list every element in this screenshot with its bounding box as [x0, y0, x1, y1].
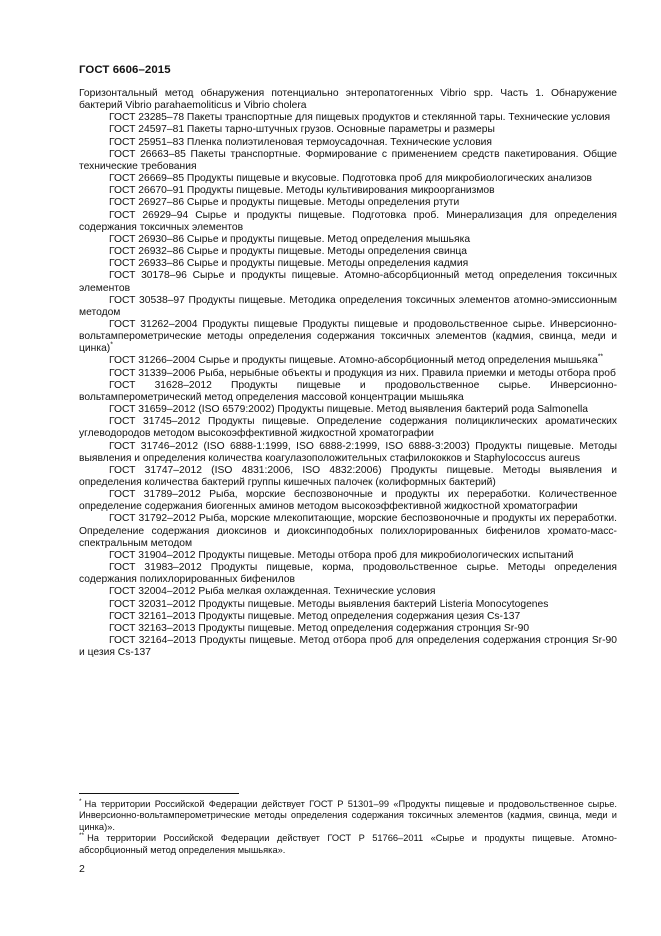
reference-text: ГОСТ 25951–83 Пленка полиэтиленовая термоусадочная. Технические условия: [109, 136, 493, 148]
reference-item: [79, 246, 617, 258]
reference-item: [79, 416, 617, 440]
reference-item: [79, 234, 617, 246]
reference-item: [79, 599, 617, 611]
reference-text: ГОСТ 31339–2006 Рыба, нерыбные объекты и продукция из них. Правила приемки и методы отбора проб: [109, 367, 616, 379]
reference-text: ГОСТ 26929–94 Сырье и продукты пищевые. Подготовка проб. Минерализация для определения содержания токсичных элементов: [79, 209, 617, 233]
reference-item: [79, 586, 617, 598]
reference-item: [79, 185, 617, 197]
reference-text: ГОСТ 31659–2012 (ISO 6579:2002) Продукты пищевые. Метод выявления бактерий рода Salmonella: [109, 404, 589, 416]
reference-item: [79, 404, 617, 416]
document-header: ГОСТ 6606–2015: [79, 64, 171, 76]
reference-text: ГОСТ 24597–81 Пакеты тарно-штучных грузов. Основные параметры и размеры: [109, 124, 495, 136]
reference-item: [79, 124, 617, 136]
reference-item: [79, 368, 617, 380]
reference-text: ГОСТ 23285–78 Пакеты транспортные для пищевых продуктов и стеклянной тары. Технические условия: [109, 112, 611, 124]
reference-text: ГОСТ 31746–2012 (ISO 6888-1:1999, ISO 6888-2:1999, ISO 6888-3:2003) Продукты пищевые. Методы выявления и определения количества коагулазоположительных стафилококков и Staphylococcus aureus: [79, 440, 617, 464]
reference-item: [79, 355, 617, 367]
page-number: 2: [79, 863, 85, 875]
footnote-marker: **: [597, 354, 604, 362]
reference-item: [79, 295, 617, 319]
footnote-item: [79, 833, 617, 856]
reference-list: [79, 88, 617, 659]
reference-item: [79, 149, 617, 173]
reference-text: ГОСТ 26927–86 Сырье и продукты пищевые. Методы определения ртути: [109, 197, 460, 209]
reference-item: [79, 513, 617, 549]
reference-item: [79, 623, 617, 635]
footnote-text: На территории Российской Федерации действует ГОСТ Р 51301–99 «Продукты пищевые и продовольственное сырье. Инверсионно-вольтамперометрические методы определения содержания токсичных элементов (кадмия, свинца, меди и цинка)».: [79, 799, 617, 832]
reference-item: [79, 611, 617, 623]
reference-text: ГОСТ 26930–86 Сырье и продукты пищевые. Метод определения мышьяка: [109, 233, 471, 245]
footnote-separator: [79, 793, 239, 794]
reference-text: ГОСТ 31266–2004 Сырье и продукты пищевые. Атомно-абсорбционный метод определения мышьяка: [109, 355, 598, 367]
reference-text: ГОСТ 31789–2012 Рыба, морские беспозвоночные и продукты их переработки. Количественное определение содержания биогенных аминов методом высокоэффективной жидкостной хроматографии: [79, 489, 617, 513]
reference-text: ГОСТ 26670–91 Продукты пищевые. Методы культивирования микроорганизмов: [109, 185, 495, 197]
reference-text: ГОСТ 31262–2004 Продукты пищевые Продукты пищевые и продовольственное сырье. Инверсионно-вольтамперометрические методы определения содержания токсичных элементов (кадмия, свинца, меди и цинка): [79, 318, 617, 355]
reference-text: ГОСТ 26663–85 Пакеты транспортные. Формирование с применением средств пакетирования. Общие технические требования: [79, 148, 617, 172]
footnote-marker: *: [79, 797, 82, 805]
reference-text: Горизонтальный метод обнаружения потенциально энтеропатогенных Vibrio spp. Часть 1. Обнаружение бактерий Vibrio parahaemoliticus и Vibrio cholera: [79, 88, 617, 112]
reference-item: [79, 635, 617, 659]
reference-text: ГОСТ 30538–97 Продукты пищевые. Методика определения токсичных элементов атомно-эмиссионным методом: [79, 294, 617, 318]
reference-item: [79, 210, 617, 234]
reference-item: [79, 197, 617, 209]
footnote-item: [79, 799, 617, 833]
footnote-marker: *: [110, 341, 113, 349]
reference-item: [79, 173, 617, 185]
reference-text: ГОСТ 31747–2012 (ISO 4831:2006, ISO 4832:2006) Продукты пищевые. Методы выявления и определения количества бактерий группы кишечных палочек (колиформных бактерий): [79, 464, 617, 488]
footnote-text: На территории Российской Федерации действует ГОСТ Р 51766–2011 «Сырье и продукты пищевые. Атомно-абсорбционный метод определения мышьяка».: [79, 833, 617, 855]
reference-item: [79, 489, 617, 513]
reference-item: [79, 319, 617, 355]
reference-text: ГОСТ 32004–2012 Рыба мелкая охлажденная. Технические условия: [109, 586, 436, 598]
reference-item: [79, 112, 617, 124]
reference-text: ГОСТ 31628–2012 Продукты пищевые и продовольственное сырье. Инверсионно-вольтамперометрический метод определения массовой концентрации мышьяка: [79, 379, 617, 403]
footnote-marker: **: [79, 832, 85, 840]
reference-item: [79, 465, 617, 489]
reference-item: [79, 137, 617, 149]
reference-text: ГОСТ 26669–85 Продукты пищевые и вкусовые. Подготовка проб для микробиологических анализов: [109, 173, 593, 185]
reference-item: [79, 270, 617, 294]
reference-text: ГОСТ 30178–96 Сырье и продукты пищевые. Атомно-абсорбционный метод определения токсичных элементов: [79, 270, 617, 294]
reference-text: ГОСТ 26932–86 Сырье и продукты пищевые. Методы определения свинца: [109, 246, 468, 258]
reference-item: [79, 550, 617, 562]
reference-text: ГОСТ 31792–2012 Рыба, морские млекопитающие, морские беспозвоночные и продукты их переработки. Определение содержания диоксинов и диоксинподобных полихлорированных бифенилов хромато-масс-спектральным методом: [79, 513, 617, 549]
reference-text: ГОСТ 31745–2012 Продукты пищевые. Определение содержания полициклических ароматических углеводородов методом высокоэффективной жидкостной хроматографии: [79, 416, 617, 440]
footnotes: [79, 799, 617, 856]
reference-text: ГОСТ 31904–2012 Продукты пищевые. Методы отбора проб для микробиологических испытаний: [109, 549, 574, 561]
reference-text: ГОСТ 32161–2013 Продукты пищевые. Метод определения содержания цезия Cs-137: [109, 610, 521, 622]
reference-item: [79, 88, 617, 112]
reference-text: ГОСТ 32164–2013 Продукты пищевые. Метод отбора проб для определения содержания стронция Sr-90 и цезия Cs-137: [79, 635, 617, 659]
reference-item: [79, 562, 617, 586]
reference-item: [79, 441, 617, 465]
reference-item: [79, 258, 617, 270]
reference-text: ГОСТ 32163–2013 Продукты пищевые. Метод определения содержания стронция Sr-90: [109, 622, 530, 634]
reference-text: ГОСТ 31983–2012 Продукты пищевые, корма, продовольственное сырье. Методы определения содержания полихлорированных бифенилов: [79, 562, 617, 586]
reference-item: [79, 380, 617, 404]
reference-text: ГОСТ 32031–2012 Продукты пищевые. Методы выявления бактерий Listeria Monocytogenes: [109, 598, 549, 610]
reference-text: ГОСТ 26933–86 Сырье и продукты пищевые. Методы определения кадмия: [109, 258, 469, 270]
